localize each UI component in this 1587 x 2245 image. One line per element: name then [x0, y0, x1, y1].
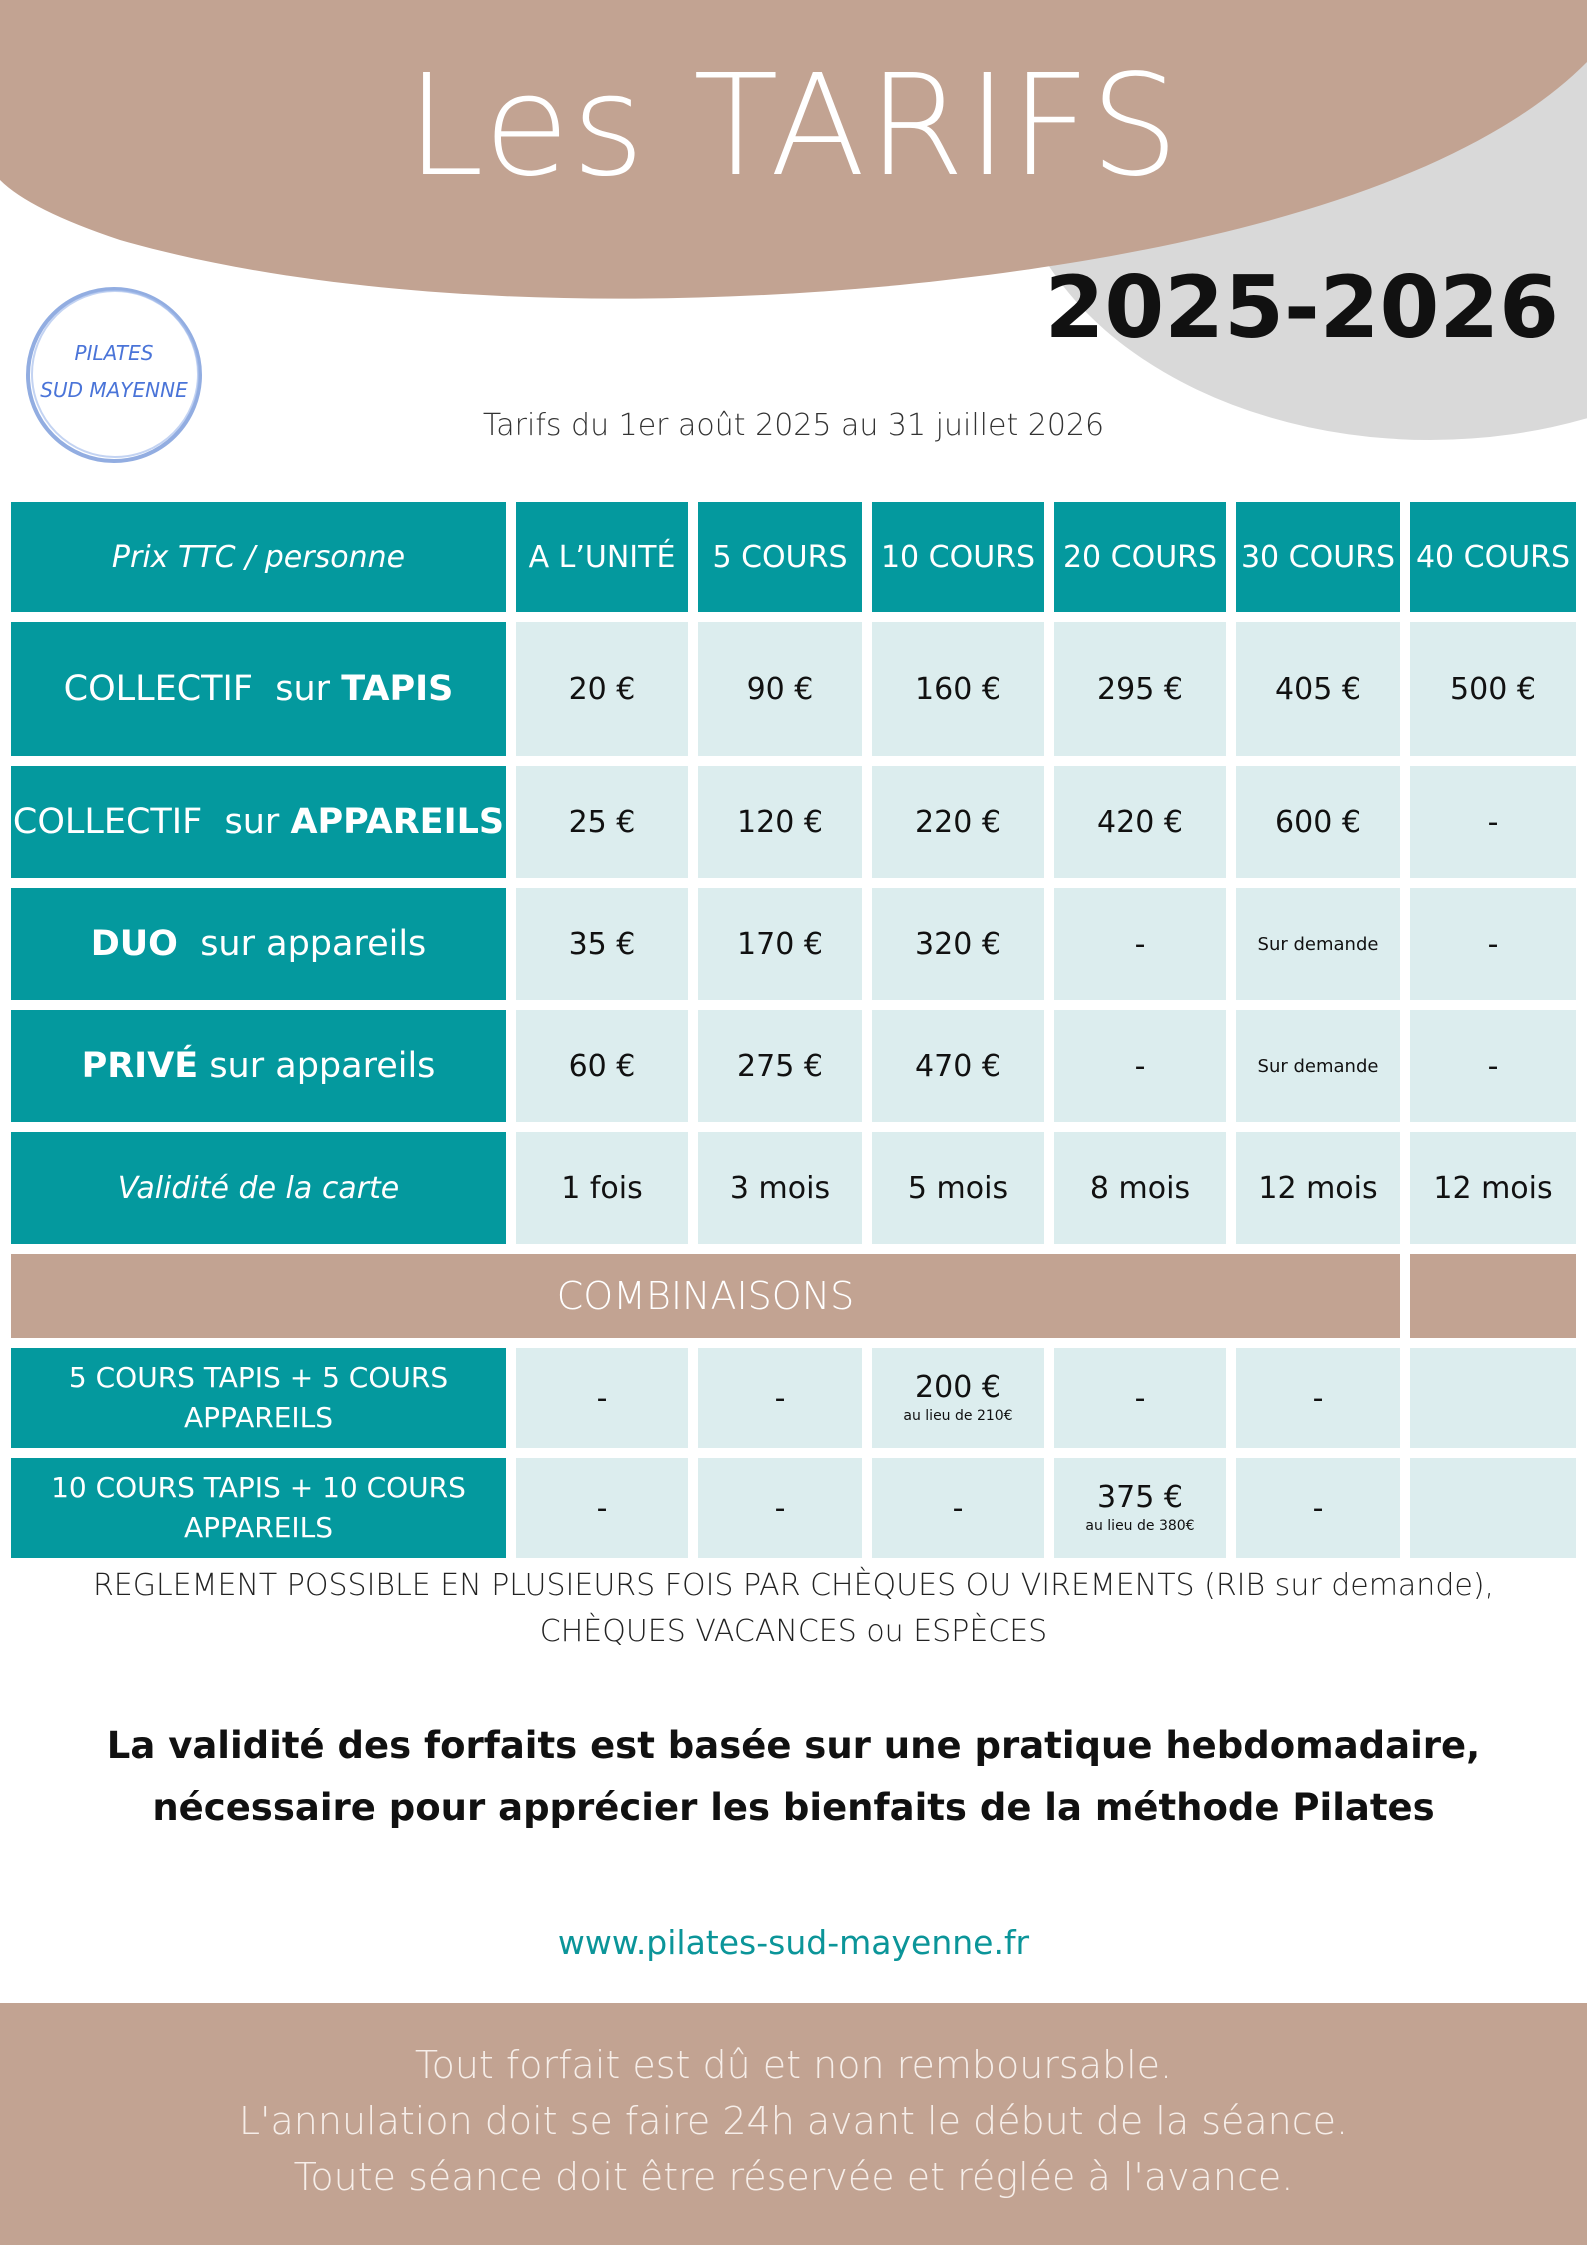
price-cell: 35 €	[516, 888, 688, 1000]
combo-label: 5 COURS TAPIS + 5 COURS APPAREILS	[11, 1348, 506, 1448]
combo-cell: -	[1054, 1348, 1226, 1448]
combo-cell: -	[516, 1458, 688, 1558]
validity-cell: 5 mois	[872, 1132, 1044, 1244]
price-cell: 420 €	[1054, 766, 1226, 878]
column-header: 5 COURS	[698, 502, 862, 612]
price-cell: -	[1410, 888, 1576, 1000]
validity-cell: 12 mois	[1410, 1132, 1576, 1244]
row-label-bold: PRIVÉ	[81, 1046, 199, 1086]
column-header: 10 COURS	[872, 502, 1044, 612]
combo-original-price: au lieu de 380€	[1085, 1518, 1195, 1534]
row-label-text: sur appareils	[177, 924, 427, 964]
validity-label: Validité de la carte	[11, 1132, 506, 1244]
row-label-text: COLLECTIF sur	[63, 669, 342, 709]
row-label-duo	[11, 888, 506, 1000]
page-title: Les TARIFS	[405, 45, 1182, 208]
price-cell: 60 €	[516, 1010, 688, 1122]
column-header: 30 COURS	[1236, 502, 1400, 612]
price-cell: 90 €	[698, 622, 862, 756]
price-cell: 25 €	[516, 766, 688, 878]
payment-info	[0, 1563, 1587, 1655]
combinaisons-header-extra	[1410, 1254, 1576, 1338]
combo-cell: -	[1236, 1458, 1400, 1558]
price-cell: 470 €	[872, 1010, 1044, 1122]
column-header: 40 COURS	[1410, 502, 1576, 612]
price-cell: -	[1054, 1010, 1226, 1122]
price-cell: 20 €	[516, 622, 688, 756]
price-cell: 275 €	[698, 1010, 862, 1122]
row-label-text: COLLECTIF sur	[12, 802, 291, 842]
row-label-collectif-appareils	[11, 766, 506, 878]
price-cell: 320 €	[872, 888, 1044, 1000]
website-link[interactable]: www.pilates-sud-mayenne.fr	[557, 1923, 1030, 1962]
price-cell: Sur demande	[1236, 888, 1400, 1000]
combo-price: 375 €	[1097, 1480, 1183, 1515]
price-cell: 120 €	[698, 766, 862, 878]
price-cell: 170 €	[698, 888, 862, 1000]
combo-cell	[872, 1348, 1044, 1448]
row-label-prive	[11, 1010, 506, 1122]
validity-note	[0, 1715, 1587, 1839]
combo-cell	[1410, 1458, 1576, 1558]
footer-terms	[0, 2037, 1587, 2205]
column-header: 20 COURS	[1054, 502, 1226, 612]
combo-cell: -	[1236, 1348, 1400, 1448]
season-year: 2025-2026	[1044, 258, 1559, 358]
price-cell: 160 €	[872, 622, 1044, 756]
combo-price: 200 €	[915, 1370, 1001, 1405]
validity-cell: 1 fois	[516, 1132, 688, 1244]
combo-cell	[1054, 1458, 1226, 1558]
validity-note-line-2: nécessaire pour apprécier les bienfaits de la méthode Pilates	[152, 1786, 1435, 1829]
validity-cell: 3 mois	[698, 1132, 862, 1244]
row-label-collectif-tapis	[11, 622, 506, 756]
price-cell: 600 €	[1236, 766, 1400, 878]
combo-cell: -	[698, 1348, 862, 1448]
validity-note-line-1: La validité des forfaits est basée sur une pratique hebdomadaire,	[106, 1724, 1481, 1767]
column-header: A L’UNITÉ	[516, 502, 688, 612]
combo-cell	[1410, 1348, 1576, 1448]
price-cell: Sur demande	[1236, 1010, 1400, 1122]
footer-line-2: L'annulation doit se faire 24h avant le début de la séance.	[238, 2099, 1349, 2143]
combinaisons-header: COMBINAISONS	[11, 1254, 1400, 1338]
validity-cell: 8 mois	[1054, 1132, 1226, 1244]
price-cell: 500 €	[1410, 622, 1576, 756]
combo-cell: -	[698, 1458, 862, 1558]
price-cell: -	[1410, 766, 1576, 878]
row-label-text: sur appareils	[198, 1046, 436, 1086]
combo-label: 10 COURS TAPIS + 10 COURS APPAREILS	[11, 1458, 506, 1558]
combo-cell: -	[516, 1348, 688, 1448]
logo-line-1: PILATES	[74, 341, 154, 365]
footer-line-1: Tout forfait est dû et non remboursable.	[414, 2043, 1173, 2087]
price-cell: -	[1410, 1010, 1576, 1122]
validity-cell: 12 mois	[1236, 1132, 1400, 1244]
payment-line-1: REGLEMENT POSSIBLE EN PLUSIEURS FOIS PAR CHÈQUES OU VIREMENTS (RIB sur demande),	[92, 1568, 1495, 1603]
price-cell: -	[1054, 888, 1226, 1000]
payment-line-2: CHÈQUES VACANCES ou ESPÈCES	[539, 1614, 1048, 1649]
price-cell: 220 €	[872, 766, 1044, 878]
logo-line-2: SUD MAYENNE	[40, 378, 188, 402]
combo-cell: -	[872, 1458, 1044, 1558]
footer-line-3: Toute séance doit être réservée et réglée à l'avance.	[293, 2155, 1294, 2199]
row-label-bold: TAPIS	[341, 669, 454, 709]
combo-original-price: au lieu de 210€	[903, 1408, 1013, 1424]
row-label-bold: APPAREILS	[290, 802, 505, 842]
row-label-bold: DUO	[90, 924, 178, 964]
price-cell: 405 €	[1236, 622, 1400, 756]
tariff-period: Tarifs du 1er août 2025 au 31 juillet 2026	[482, 408, 1105, 443]
price-cell: 295 €	[1054, 622, 1226, 756]
table-header-label: Prix TTC / personne	[11, 502, 506, 612]
